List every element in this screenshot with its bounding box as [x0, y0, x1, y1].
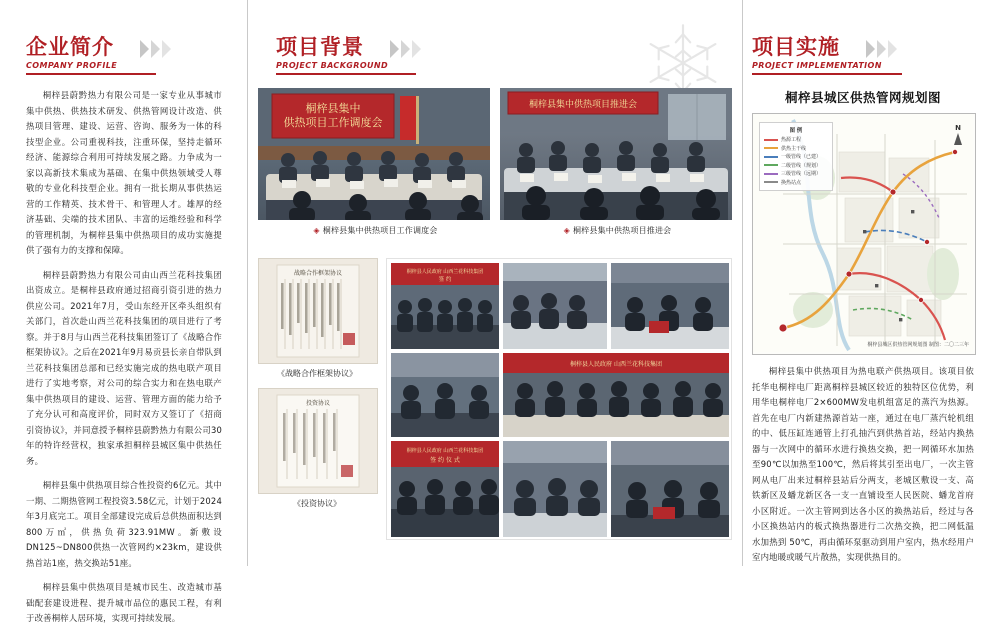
- legend-swatch: [764, 173, 778, 175]
- section-title-cn-project-implementation: 项目实施: [752, 35, 840, 59]
- legend-title: 图 例: [789, 128, 803, 134]
- chevron-group-project-background: [390, 40, 421, 58]
- svg-text:桐梓县人民政府 山西兰花科技集团: 桐梓县人民政府 山西兰花科技集团: [406, 269, 484, 275]
- map-legend: [759, 122, 833, 191]
- compass-arrow-icon: [954, 133, 962, 145]
- legend-label: 一级管线（已建）: [781, 154, 822, 160]
- chevron-right-icon: [888, 40, 897, 58]
- section-header-company-profile: [26, 36, 156, 75]
- company-profile-body: [26, 88, 222, 636]
- svg-text:签 约: 签 约: [438, 277, 452, 283]
- legend-label: 二级管线（规划）: [781, 162, 822, 169]
- map-title: 桐梓县城区供热管网规划图: [784, 90, 941, 105]
- collage-photo-2: [503, 263, 607, 349]
- section-underline-company-profile: [26, 73, 156, 75]
- legend-item: [764, 162, 828, 169]
- legend-label: 换热站点: [781, 179, 802, 186]
- chevron-right-icon: [390, 40, 399, 58]
- section-title-cn-company-profile: 企业简介: [26, 35, 114, 59]
- document-caption: 《投资协议》: [293, 499, 341, 508]
- legend-swatch: [764, 181, 778, 183]
- column-divider-right: [742, 0, 743, 566]
- legend-label: 热源工程: [781, 137, 802, 143]
- collage-photo-7: [503, 441, 607, 537]
- section-title-cn-project-background: 项目背景: [276, 35, 364, 59]
- collage-photo-1: [391, 263, 499, 349]
- document-thumbnail-investment-agreement: [258, 388, 378, 494]
- photo-project-promotion-meeting: [500, 88, 732, 220]
- legend-item: [764, 145, 828, 152]
- section-title-en-project-implementation: PROJECT IMPLEMENTATION: [752, 61, 882, 71]
- chevron-right-icon: [162, 40, 171, 58]
- section-underline-project-background: [276, 73, 416, 75]
- paragraph: 桐梓县集中供热项目是城市民生、改造城市基础配套建设进程、提升城市品位的惠民工程，有利于改善桐梓人居环境，实现可持续发展。: [26, 582, 222, 623]
- svg-text:桐梓县集中: 桐梓县集中: [305, 102, 361, 115]
- chevron-right-icon: [140, 40, 149, 58]
- chevron-right-icon: [151, 40, 160, 58]
- chevron-group-project-implementation: [866, 40, 897, 58]
- collage-photo-6: [391, 441, 499, 537]
- bullet-icon: ◈: [563, 226, 570, 235]
- section-title-en-company-profile: COMPANY PROFILE: [26, 61, 118, 71]
- legend-item: [764, 170, 828, 177]
- paragraph: 桐梓县蔚黔热力有限公司由山西兰花科技集团出资成立。是桐梓县政府通过招商引资引进的热力供应公司。2021年7月，受山东经开区牵头组织有关部门，首次赴山西兰花科技集团的项目进行了考察。并于8月与山西兰花科技集团签订了《战略合作框架协议》。之后在2021年9月易贡县长亲自带队到兰花科技集团总部和已经实施完成的热电联产项目进行了实地考察，对公司的综合实力和在热电联产集中供热项目的建设、运营、管理方面的能力给予了充分认可和高度评价，同时双方又签订了《招商引资协议》，并同意授予桐梓县蔚黔热力有限公司30年的特许经营权，独家承担桐梓县城区集中供热任务。: [26, 269, 222, 466]
- legend-swatch: [764, 164, 778, 166]
- legend-item: [764, 153, 828, 160]
- chevron-right-icon: [866, 40, 875, 58]
- section-title-en-project-background: PROJECT BACKGROUND: [276, 61, 389, 71]
- svg-text:供热项目工作调度会: 供热项目工作调度会: [283, 116, 383, 129]
- chevron-right-icon: [877, 40, 886, 58]
- meeting-photo-captions: [258, 225, 732, 236]
- svg-text:桐梓县人民政府 山西兰花科技集团: 桐梓县人民政府 山西兰花科技集团: [570, 361, 662, 368]
- document-thumbnail-framework-agreement: [258, 258, 378, 364]
- meeting-photos-row: [258, 88, 732, 220]
- svg-text:桐梓县人民政府 山西兰花科技集团: 桐梓县人民政府 山西兰花科技集团: [406, 448, 484, 454]
- compass-icon: [950, 124, 966, 145]
- compass-north-label: N: [955, 124, 961, 132]
- heating-network-plan-map: [752, 113, 976, 355]
- svg-text:签 约 仪 式: 签 约 仪 式: [430, 457, 460, 464]
- chevron-group-company-profile: [140, 40, 171, 58]
- agreement-documents: [258, 258, 376, 518]
- chevron-right-icon: [401, 40, 410, 58]
- svg-text:桐梓县集中供热项目推进会: 桐梓县集中供热项目推进会: [528, 100, 638, 110]
- map-footer-note: 桐梓县城区供热管网规划图 制图：二〇二三年: [867, 342, 969, 348]
- paragraph: 桐梓县集中供热项目综合性投资约6亿元。其中一期、二期热管网工程投资3.58亿元，计划于2024年3月底完工。项目全部建设完成后总供热面积达到800万㎡，供热负荷323.91MW。新敷设DN125~DN800供热一次管网约×23km，建设供热首站1座，热交换站51座。: [26, 480, 222, 568]
- signing-ceremony-collage: [386, 258, 732, 540]
- svg-text:投资协议: 投资协议: [305, 400, 331, 407]
- legend-swatch: [764, 156, 778, 158]
- chevron-right-icon: [412, 40, 421, 58]
- legend-item: [764, 136, 828, 143]
- legend-swatch: [764, 147, 778, 149]
- photo-caption: ◈ 桐梓县集中供热项目推进会: [563, 226, 672, 235]
- paragraph: 桐梓县蔚黔热力有限公司是一家专业从事城市集中供热、供热技术研发、供热管网设计改造、供热项目管理、建设、运营、咨询、服务为一体的科技型企业。公司重视科技，注重环保，坚持走循环经济、能源综合利用可持续发展之路。力争成为一家以高新技术集成为基础、在集中供热领域受人尊敬的专业化科技型企业。拥有一批长期从事供热运营的工作精英、技术骨干、和管理人才。雄厚的经济基础、尖端的技术团队、丰富的运维经验和科学的管理机制，为桐梓县集中供热项目的成功实施提供了强有力的支撑和保障。: [26, 90, 222, 255]
- legend-label: 三级管线（远期）: [781, 171, 822, 177]
- collage-photo-8: [611, 441, 729, 537]
- document-caption: 《战略合作框架协议》: [277, 369, 357, 378]
- svg-text:战略合作框架协议: 战略合作框架协议: [293, 270, 343, 277]
- project-implementation-body: [752, 88, 974, 575]
- photo-caption: ◈ 桐梓县集中供热项目工作调度会: [313, 226, 438, 235]
- collage-photo-3: [611, 263, 729, 349]
- column-divider-left: [247, 0, 248, 566]
- legend-item: [764, 179, 828, 186]
- project-background-media: [258, 88, 732, 236]
- section-underline-project-implementation: [752, 73, 902, 75]
- implementation-text: [752, 364, 974, 566]
- paragraph: 桐梓县集中供热项目为热电联产供热项目。该项目依托华电桐梓电厂距离桐梓县城区较近的独特区位优势，利用华电桐梓电厂2×600MW发电机组富足的蒸汽为热源。首先在电厂内新建热源首站一座，通过在电厂蒸汽轮机组的中、低压缸连通管上打孔抽汽到供热首站，经站内换热器与一次网中的循环水进行换热交换，把一网循环水加热至90℃以加热至100℃，然后将其引至出电厂，一次主管网从电厂出来过桐梓县站后分两支，老城区敷设一支、高铁新区及蟠龙新区各一支一直铺设至人民医院、蟠龙首府小区附近。一次主管网到达各小区的换热站后，经过与各小区换热站内的板式换热器进行二次热交换，把二网低温水加热到 50℃，再由循环泵驱动到用户室内，热水经用户室内地暖或暖气片散热，实现供热目的。: [752, 366, 974, 562]
- legend-label: 供热主干线: [781, 145, 807, 152]
- legend-swatch: [764, 139, 778, 141]
- collage-photo-5: [503, 353, 729, 437]
- collage-photo-4: [391, 353, 499, 437]
- photo-work-scheduling-meeting: [258, 88, 490, 220]
- bullet-icon: ◈: [313, 226, 320, 235]
